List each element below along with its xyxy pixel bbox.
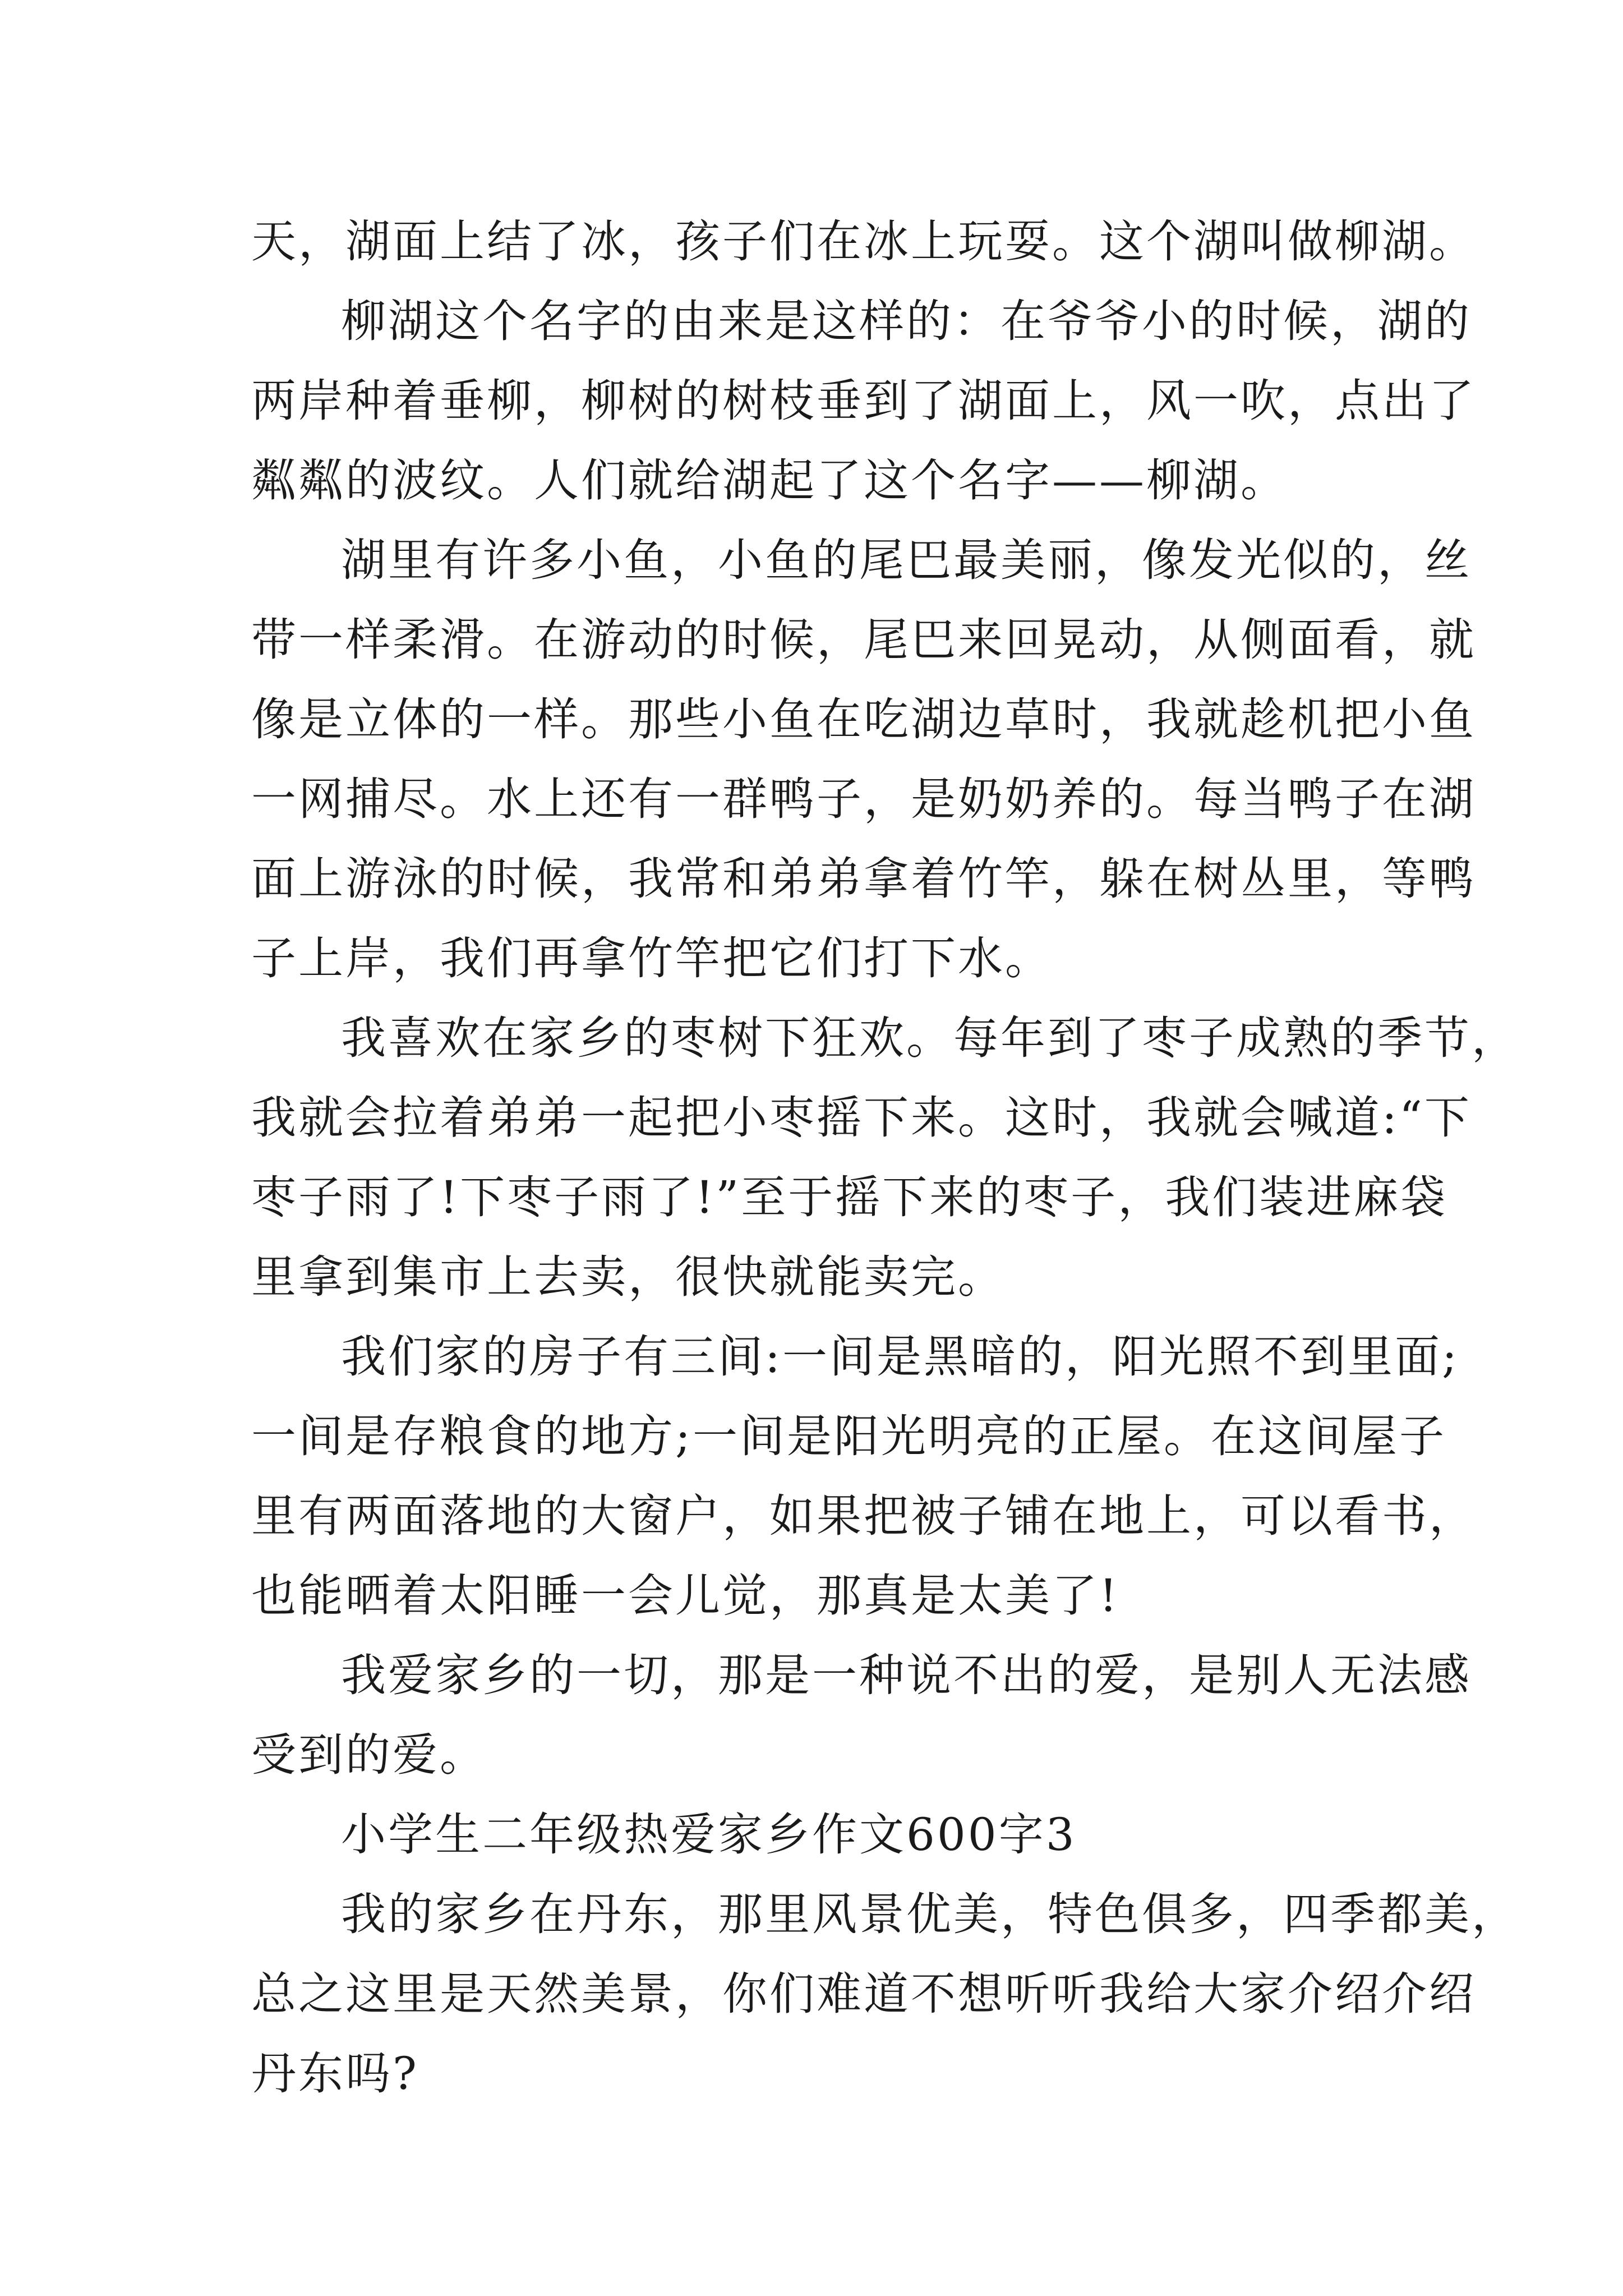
text-line: 里有两面落地的大窗户，如果把被子铺在地上，可以看书，	[251, 1490, 1476, 1542]
text-line: 总之这里是天然美景，你们难道不想听听我给大家介绍介绍	[251, 1968, 1476, 2020]
text-line: 天，湖面上结了冰，孩子们在冰上玩耍。这个湖叫做柳湖。	[251, 215, 1476, 268]
essay-body	[251, 202, 1519, 2114]
text-line: 也能晒着太阳睡一会儿觉，那真是太美了!	[251, 1570, 1120, 1622]
paragraph-start: 柳湖这个名字的由来是这样的：在爷爷小的时候，湖的	[341, 295, 1472, 347]
text-line: 面上游泳的时候，我常和弟弟拿着竹竿，躲在树丛里，等鸭	[251, 853, 1476, 905]
paragraph-start: 我的家乡在丹东，那里风景优美，特色俱多，四季都美，	[341, 1888, 1519, 1940]
text-line: 粼粼的波纹。人们就给湖起了这个名字——柳湖。	[251, 454, 1288, 507]
text-line: 受到的爱。	[251, 1729, 487, 1781]
paragraph-start: 我喜欢在家乡的枣树下狂欢。每年到了枣子成熟的季节，	[341, 1012, 1519, 1064]
text-line: 枣子雨了!下枣子雨了!”至于摇下来的枣子，我们装进麻袋	[251, 1171, 1448, 1223]
text-line: 里拿到集市上去卖，很快就能卖完。	[251, 1251, 1005, 1303]
text-line: 子上岸，我们再拿竹竿把它们打下水。	[251, 932, 1052, 984]
text-line: 一间是存粮食的地方;一间是阳光明亮的正屋。在这间屋子	[251, 1410, 1446, 1462]
text-line: 带一样柔滑。在游动的时候，尾巴来回晃动，从侧面看，就	[251, 614, 1476, 666]
paragraph-start: 我们家的房子有三间:一间是黑暗的，阳光照不到里面;	[341, 1331, 1459, 1383]
section-heading: 小学生二年级热爱家乡作文600字3	[341, 1809, 1077, 1861]
paragraph-start: 湖里有许多小鱼，小鱼的尾巴最美丽，像发光似的，丝	[341, 534, 1472, 586]
text-line: 丹东吗?	[251, 2047, 419, 2100]
text-line: 像是立体的一样。那些小鱼在吃湖边草时，我就趁机把小鱼	[251, 693, 1476, 746]
paragraph-start: 我爱家乡的一切，那是一种说不出的爱，是别人无法感	[341, 1649, 1472, 1701]
text-line: 一网捕尽。水上还有一群鸭子，是奶奶养的。每当鸭子在湖	[251, 773, 1476, 825]
text-line: 我就会拉着弟弟一起把小枣摇下来。这时，我就会喊道:“下	[251, 1092, 1472, 1144]
text-line: 两岸种着垂柳，柳树的树枝垂到了湖面上，风一吹，点出了	[251, 375, 1476, 427]
